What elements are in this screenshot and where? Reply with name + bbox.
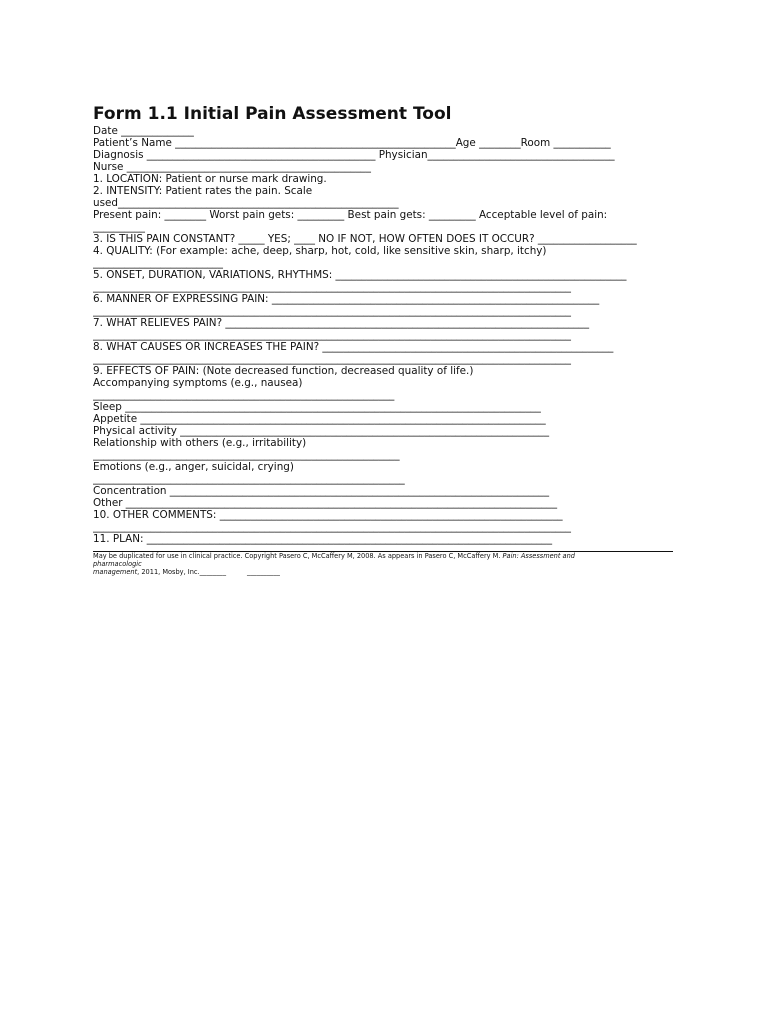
footer-book-title-1: Pain: Assessment and	[502, 552, 575, 560]
manner-field[interactable]: 6. MANNER OF EXPRESSING PAIN: _______________________________________________________________	[93, 293, 600, 305]
other-field[interactable]: Other ___________________________________________________________________________________	[93, 497, 558, 509]
diagnosis-physician-fields[interactable]: Diagnosis ____________________________________________ Physician____________________________________	[93, 149, 615, 161]
intensity-item: 2. INTENSITY: Patient rates the pain. Scale	[93, 185, 313, 197]
copyright-footer-3	[93, 568, 673, 576]
appetite-field[interactable]: Appetite ______________________________________________________________________________	[93, 413, 546, 425]
causes-blank[interactable]: ____________________________________________________________________________________________	[93, 353, 571, 365]
scale-used-field[interactable]: used______________________________________________________	[93, 197, 399, 209]
physical-activity-field[interactable]: Physical activity _______________________________________________________________________	[93, 425, 550, 437]
sleep-field[interactable]: Sleep ________________________________________________________________________________	[93, 401, 541, 413]
pain-levels-fields[interactable]: Present pain: ________ Worst pain gets: _________ Best pain gets: _________ Acceptable level of pain:	[93, 209, 608, 221]
relationship-blank[interactable]: ___________________________________________________________	[93, 449, 400, 461]
emotions-blank[interactable]: ____________________________________________________________	[93, 473, 405, 485]
onset-field[interactable]: 5. ONSET, DURATION, VARIATIONS, RHYTHMS: ________________________________________________________	[93, 269, 627, 281]
concentration-field[interactable]: Concentration _________________________________________________________________________	[93, 485, 550, 497]
form-title: Form 1.1 Initial Pain Assessment Tool	[93, 104, 452, 124]
footer-book-title-3: management	[93, 568, 138, 576]
pain-assessment-form	[93, 104, 673, 576]
onset-blank[interactable]: ____________________________________________________________________________________________	[93, 281, 571, 293]
quality-blank[interactable]: _________________________	[93, 257, 223, 269]
footer-text-1: May be duplicated for use in clinical practice. Copyright Pasero C, McCaffery M, 2008. As appears in Pasero C, McCaffery M.	[93, 552, 503, 560]
footer-book-title-2: pharmacologic	[93, 560, 142, 568]
footer-publisher: , 2011, Mosby, Inc.________ __________	[137, 568, 280, 576]
accompanying-symptoms-blank[interactable]: __________________________________________________________	[93, 389, 395, 401]
other-comments-blank[interactable]: ____________________________________________________________________________________________	[93, 521, 571, 533]
relieves-blank[interactable]: ____________________________________________________________________________________________	[93, 329, 571, 341]
constant-pain-item[interactable]: 3. IS THIS PAIN CONSTANT? _____ YES; ____ NO IF NOT, HOW OFTEN DOES IT OCCUR? ___________________	[93, 233, 637, 245]
patient-name-age-room-fields[interactable]: Patient’s Name ______________________________________________________Age ________Room ___________	[93, 137, 611, 149]
accompanying-symptoms-label: Accompanying symptoms (e.g., nausea)	[93, 377, 303, 389]
effects-item: 9. EFFECTS OF PAIN: (Note decreased function, decreased quality of life.)	[93, 365, 474, 377]
plan-field[interactable]: 11. PLAN: ______________________________________________________________________________	[93, 533, 553, 545]
other-comments-field[interactable]: 10. OTHER COMMENTS: __________________________________________________________________	[93, 509, 563, 521]
date-field[interactable]: Date ______________	[93, 125, 194, 137]
location-item: 1. LOCATION: Patient or nurse mark drawing.	[93, 173, 327, 185]
quality-item: 4. QUALITY: (For example: ache, deep, sharp, hot, cold, like sensitive skin, sharp, itchy)	[93, 245, 547, 257]
acceptable-level-blank[interactable]: __________	[93, 221, 145, 233]
copyright-footer	[93, 552, 673, 560]
manner-blank[interactable]: ____________________________________________________________________________________________	[93, 305, 571, 317]
copyright-footer-2	[93, 560, 673, 568]
relieves-field[interactable]: 7. WHAT RELIEVES PAIN? ______________________________________________________________________	[93, 317, 590, 329]
emotions-label: Emotions (e.g., anger, suicidal, crying)	[93, 461, 294, 473]
causes-field[interactable]: 8. WHAT CAUSES OR INCREASES THE PAIN? ________________________________________________________	[93, 341, 614, 353]
relationship-label: Relationship with others (e.g., irritability)	[93, 437, 307, 449]
nurse-field[interactable]: Nurse _______________________________________________	[93, 161, 371, 173]
